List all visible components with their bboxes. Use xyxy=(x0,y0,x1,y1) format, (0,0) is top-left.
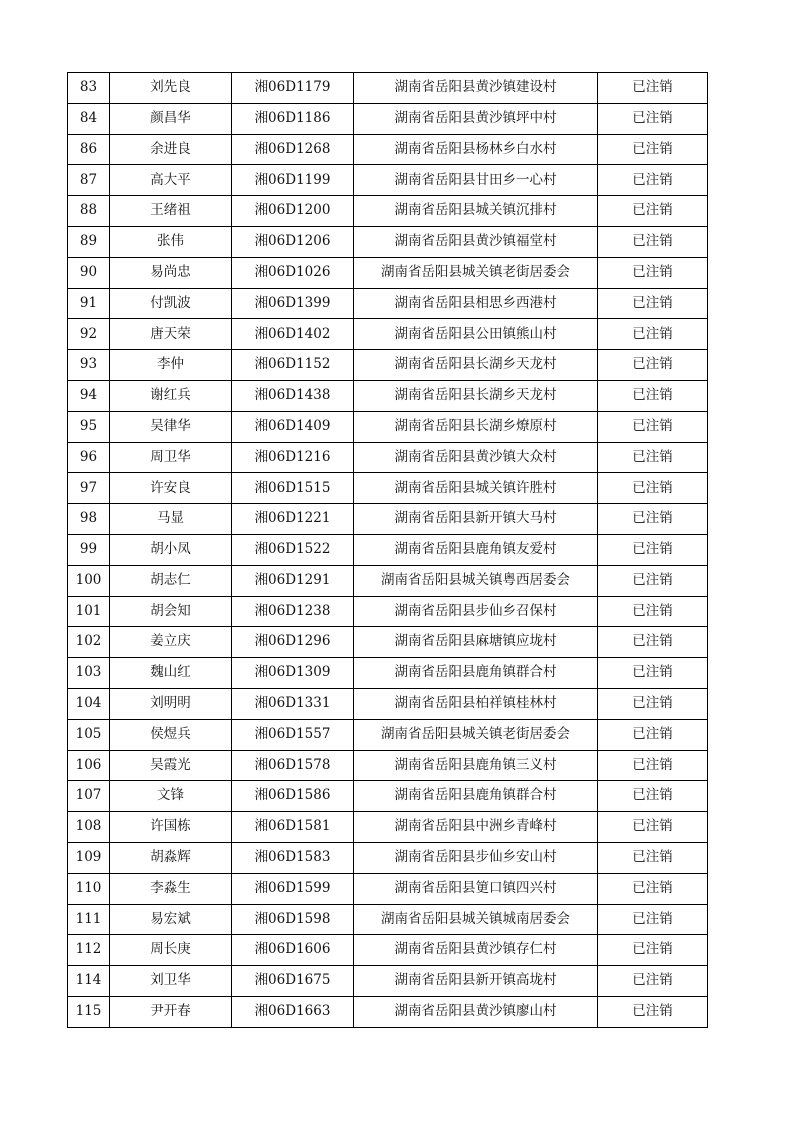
status-cell: 已注销 xyxy=(598,473,708,504)
address-cell: 湖南省岳阳县城关镇老街居委会 xyxy=(354,719,598,750)
plate-number-cell: 湘06D1402 xyxy=(232,319,354,350)
row-number-cell: 91 xyxy=(68,288,110,319)
address-cell: 湖南省岳阳县黄沙镇大众村 xyxy=(354,442,598,473)
status-cell: 已注销 xyxy=(598,996,708,1027)
address-cell: 湖南省岳阳县黄沙镇坪中村 xyxy=(354,103,598,134)
plate-number-cell: 湘06D1663 xyxy=(232,996,354,1027)
row-number-cell: 83 xyxy=(68,73,110,104)
row-number-cell: 87 xyxy=(68,165,110,196)
address-cell: 湖南省岳阳县筻口镇四兴村 xyxy=(354,873,598,904)
row-number-cell: 101 xyxy=(68,596,110,627)
name-cell: 周卫华 xyxy=(110,442,232,473)
address-cell: 湖南省岳阳县步仙乡安山村 xyxy=(354,842,598,873)
address-cell: 湖南省岳阳县长湖乡天龙村 xyxy=(354,350,598,381)
table-row xyxy=(68,257,708,288)
row-number-cell: 90 xyxy=(68,257,110,288)
status-cell: 已注销 xyxy=(598,904,708,935)
table-row xyxy=(68,904,708,935)
name-cell: 吴霞光 xyxy=(110,750,232,781)
table-row xyxy=(68,688,708,719)
plate-number-cell: 湘06D1515 xyxy=(232,473,354,504)
name-cell: 胡志仁 xyxy=(110,565,232,596)
plate-number-cell: 湘06D1331 xyxy=(232,688,354,719)
row-number-cell: 92 xyxy=(68,319,110,350)
status-cell: 已注销 xyxy=(598,966,708,997)
plate-number-cell: 湘06D1179 xyxy=(232,73,354,104)
status-cell: 已注销 xyxy=(598,350,708,381)
status-cell: 已注销 xyxy=(598,103,708,134)
records-table-body xyxy=(68,73,708,1028)
status-cell: 已注销 xyxy=(598,688,708,719)
address-cell: 湖南省岳阳县相思乡西港村 xyxy=(354,288,598,319)
address-cell: 湖南省岳阳县黄沙镇福堂村 xyxy=(354,226,598,257)
name-cell: 余进良 xyxy=(110,134,232,165)
status-cell: 已注销 xyxy=(598,719,708,750)
name-cell: 胡淼辉 xyxy=(110,842,232,873)
row-number-cell: 84 xyxy=(68,103,110,134)
status-cell: 已注销 xyxy=(598,257,708,288)
row-number-cell: 114 xyxy=(68,966,110,997)
table-row xyxy=(68,319,708,350)
status-cell: 已注销 xyxy=(598,750,708,781)
row-number-cell: 99 xyxy=(68,534,110,565)
table-row xyxy=(68,73,708,104)
status-cell: 已注销 xyxy=(598,504,708,535)
table-row xyxy=(68,473,708,504)
row-number-cell: 109 xyxy=(68,842,110,873)
name-cell: 魏山红 xyxy=(110,658,232,689)
status-cell: 已注销 xyxy=(598,411,708,442)
status-cell: 已注销 xyxy=(598,565,708,596)
plate-number-cell: 湘06D1409 xyxy=(232,411,354,442)
plate-number-cell: 湘06D1296 xyxy=(232,627,354,658)
plate-number-cell: 湘06D1438 xyxy=(232,380,354,411)
table-row xyxy=(68,226,708,257)
plate-number-cell: 湘06D1238 xyxy=(232,596,354,627)
plate-number-cell: 湘06D1583 xyxy=(232,842,354,873)
plate-number-cell: 湘06D1309 xyxy=(232,658,354,689)
table-row xyxy=(68,812,708,843)
status-cell: 已注销 xyxy=(598,781,708,812)
name-cell: 胡会知 xyxy=(110,596,232,627)
table-row xyxy=(68,504,708,535)
status-cell: 已注销 xyxy=(598,842,708,873)
plate-number-cell: 湘06D1268 xyxy=(232,134,354,165)
address-cell: 湖南省岳阳县甘田乡一心村 xyxy=(354,165,598,196)
table-row xyxy=(68,750,708,781)
status-cell: 已注销 xyxy=(598,627,708,658)
row-number-cell: 94 xyxy=(68,380,110,411)
name-cell: 许安良 xyxy=(110,473,232,504)
address-cell: 湖南省岳阳县黄沙镇建设村 xyxy=(354,73,598,104)
plate-number-cell: 湘06D1557 xyxy=(232,719,354,750)
table-row xyxy=(68,966,708,997)
table-row xyxy=(68,996,708,1027)
name-cell: 许国栋 xyxy=(110,812,232,843)
name-cell: 颜昌华 xyxy=(110,103,232,134)
name-cell: 易尚忠 xyxy=(110,257,232,288)
name-cell: 易宏斌 xyxy=(110,904,232,935)
row-number-cell: 106 xyxy=(68,750,110,781)
table-row xyxy=(68,196,708,227)
address-cell: 湖南省岳阳县新开镇大马村 xyxy=(354,504,598,535)
status-cell: 已注销 xyxy=(598,196,708,227)
row-number-cell: 102 xyxy=(68,627,110,658)
row-number-cell: 115 xyxy=(68,996,110,1027)
status-cell: 已注销 xyxy=(598,442,708,473)
status-cell: 已注销 xyxy=(598,134,708,165)
plate-number-cell: 湘06D1522 xyxy=(232,534,354,565)
status-cell: 已注销 xyxy=(598,873,708,904)
name-cell: 高大平 xyxy=(110,165,232,196)
plate-number-cell: 湘06D1399 xyxy=(232,288,354,319)
address-cell: 湖南省岳阳县杨林乡白水村 xyxy=(354,134,598,165)
status-cell: 已注销 xyxy=(598,658,708,689)
table-row xyxy=(68,658,708,689)
name-cell: 周长庚 xyxy=(110,935,232,966)
table-row xyxy=(68,781,708,812)
plate-number-cell: 湘06D1675 xyxy=(232,966,354,997)
address-cell: 湖南省岳阳县公田镇熊山村 xyxy=(354,319,598,350)
table-row xyxy=(68,873,708,904)
plate-number-cell: 湘06D1221 xyxy=(232,504,354,535)
name-cell: 李淼生 xyxy=(110,873,232,904)
plate-number-cell: 湘06D1586 xyxy=(232,781,354,812)
row-number-cell: 112 xyxy=(68,935,110,966)
status-cell: 已注销 xyxy=(598,319,708,350)
row-number-cell: 98 xyxy=(68,504,110,535)
row-number-cell: 100 xyxy=(68,565,110,596)
plate-number-cell: 湘06D1199 xyxy=(232,165,354,196)
status-cell: 已注销 xyxy=(598,288,708,319)
table-row xyxy=(68,534,708,565)
name-cell: 刘卫华 xyxy=(110,966,232,997)
row-number-cell: 110 xyxy=(68,873,110,904)
row-number-cell: 104 xyxy=(68,688,110,719)
address-cell: 湖南省岳阳县步仙乡召保村 xyxy=(354,596,598,627)
status-cell: 已注销 xyxy=(598,165,708,196)
plate-number-cell: 湘06D1200 xyxy=(232,196,354,227)
table-row xyxy=(68,442,708,473)
table-row xyxy=(68,935,708,966)
plate-number-cell: 湘06D1578 xyxy=(232,750,354,781)
address-cell: 湖南省岳阳县城关镇老街居委会 xyxy=(354,257,598,288)
plate-number-cell: 湘06D1581 xyxy=(232,812,354,843)
address-cell: 湖南省岳阳县鹿角镇群合村 xyxy=(354,781,598,812)
address-cell: 湖南省岳阳县中洲乡青峰村 xyxy=(354,812,598,843)
status-cell: 已注销 xyxy=(598,534,708,565)
name-cell: 侯煜兵 xyxy=(110,719,232,750)
address-cell: 湖南省岳阳县城关镇城南居委会 xyxy=(354,904,598,935)
plate-number-cell: 湘06D1152 xyxy=(232,350,354,381)
name-cell: 文锋 xyxy=(110,781,232,812)
plate-number-cell: 湘06D1606 xyxy=(232,935,354,966)
address-cell: 湖南省岳阳县城关镇粤西居委会 xyxy=(354,565,598,596)
address-cell: 湖南省岳阳县长湖乡天龙村 xyxy=(354,380,598,411)
row-number-cell: 107 xyxy=(68,781,110,812)
row-number-cell: 93 xyxy=(68,350,110,381)
plate-number-cell: 湘06D1598 xyxy=(232,904,354,935)
status-cell: 已注销 xyxy=(598,380,708,411)
status-cell: 已注销 xyxy=(598,73,708,104)
name-cell: 李仲 xyxy=(110,350,232,381)
status-cell: 已注销 xyxy=(598,226,708,257)
name-cell: 胡小凤 xyxy=(110,534,232,565)
name-cell: 王绪祖 xyxy=(110,196,232,227)
address-cell: 湖南省岳阳县麻塘镇应垅村 xyxy=(354,627,598,658)
name-cell: 尹开春 xyxy=(110,996,232,1027)
row-number-cell: 96 xyxy=(68,442,110,473)
table-row xyxy=(68,627,708,658)
address-cell: 湖南省岳阳县长湖乡燎原村 xyxy=(354,411,598,442)
status-cell: 已注销 xyxy=(598,935,708,966)
table-row xyxy=(68,565,708,596)
address-cell: 湖南省岳阳县柏祥镇桂林村 xyxy=(354,688,598,719)
table-row xyxy=(68,288,708,319)
plate-number-cell: 湘06D1026 xyxy=(232,257,354,288)
table-row xyxy=(68,380,708,411)
plate-number-cell: 湘06D1206 xyxy=(232,226,354,257)
row-number-cell: 95 xyxy=(68,411,110,442)
row-number-cell: 97 xyxy=(68,473,110,504)
name-cell: 付凯波 xyxy=(110,288,232,319)
address-cell: 湖南省岳阳县黄沙镇存仁村 xyxy=(354,935,598,966)
row-number-cell: 111 xyxy=(68,904,110,935)
name-cell: 吴律华 xyxy=(110,411,232,442)
plate-number-cell: 湘06D1216 xyxy=(232,442,354,473)
plate-number-cell: 湘06D1186 xyxy=(232,103,354,134)
plate-number-cell: 湘06D1291 xyxy=(232,565,354,596)
table-row xyxy=(68,842,708,873)
name-cell: 唐天荣 xyxy=(110,319,232,350)
address-cell: 湖南省岳阳县鹿角镇三义村 xyxy=(354,750,598,781)
plate-number-cell: 湘06D1599 xyxy=(232,873,354,904)
row-number-cell: 108 xyxy=(68,812,110,843)
name-cell: 谢红兵 xyxy=(110,380,232,411)
name-cell: 刘先良 xyxy=(110,73,232,104)
address-cell: 湖南省岳阳县鹿角镇群合村 xyxy=(354,658,598,689)
table-row xyxy=(68,719,708,750)
status-cell: 已注销 xyxy=(598,596,708,627)
table-row xyxy=(68,350,708,381)
address-cell: 湖南省岳阳县城关镇沉排村 xyxy=(354,196,598,227)
address-cell: 湖南省岳阳县新开镇高垅村 xyxy=(354,966,598,997)
address-cell: 湖南省岳阳县城关镇许胜村 xyxy=(354,473,598,504)
address-cell: 湖南省岳阳县黄沙镇廖山村 xyxy=(354,996,598,1027)
records-table xyxy=(67,72,708,1028)
row-number-cell: 89 xyxy=(68,226,110,257)
table-row xyxy=(68,411,708,442)
table-row xyxy=(68,134,708,165)
row-number-cell: 105 xyxy=(68,719,110,750)
name-cell: 姜立庆 xyxy=(110,627,232,658)
name-cell: 张伟 xyxy=(110,226,232,257)
table-row xyxy=(68,165,708,196)
table-row xyxy=(68,103,708,134)
row-number-cell: 103 xyxy=(68,658,110,689)
name-cell: 刘明明 xyxy=(110,688,232,719)
address-cell: 湖南省岳阳县鹿角镇友爱村 xyxy=(354,534,598,565)
name-cell: 马显 xyxy=(110,504,232,535)
row-number-cell: 88 xyxy=(68,196,110,227)
table-row xyxy=(68,596,708,627)
row-number-cell: 86 xyxy=(68,134,110,165)
status-cell: 已注销 xyxy=(598,812,708,843)
